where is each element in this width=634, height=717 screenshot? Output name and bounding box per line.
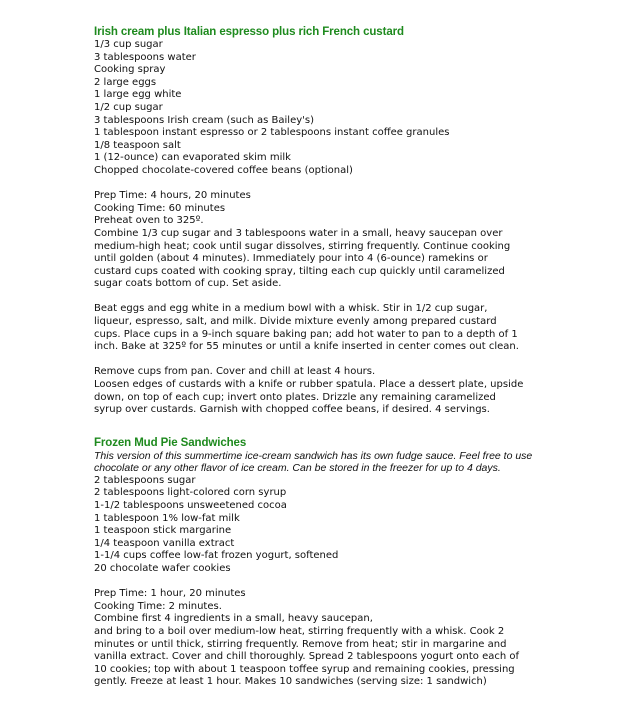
ingredient-line: 3 tablespoons Irish cream (such as Bailey's) bbox=[94, 114, 314, 126]
ingredient-line: 1/8 teaspoon salt bbox=[94, 139, 181, 151]
text-line: Combine 1/3 cup sugar and 3 tablespoons water in a small, heavy saucepan over bbox=[94, 227, 503, 239]
text-line: medium-high heat; cook until sugar dissolves, stirring frequently. Continue cooking bbox=[94, 240, 511, 252]
ingredient-line: 1 teaspoon stick margarine bbox=[94, 525, 232, 537]
ingredient-line: 1-1/2 tablespoons unsweetened cocoa bbox=[94, 500, 287, 511]
text-line: Combine first 4 ingredients in a small, heavy saucepan, bbox=[94, 613, 373, 625]
ingredient-line: 1-1/4 cups coffee low-fat frozen yogurt, softened bbox=[94, 550, 339, 562]
ingredient-line: 2 large eggs bbox=[94, 76, 157, 88]
ingredient-line: 1 large egg white bbox=[94, 89, 182, 101]
recipe-title-mud-pie: Frozen Mud Pie Sandwiches bbox=[94, 436, 247, 449]
text-line: Beat eggs and egg white in a medium bowl with a whisk. Stir in 1/2 cup sugar, bbox=[94, 303, 488, 315]
ingredient-line: 20 chocolate wafer cookies bbox=[94, 562, 231, 574]
text-line: liqueur, espresso, salt, and milk. Divide mixture evenly among prepared custard bbox=[94, 316, 497, 328]
ingredient-list-custard bbox=[94, 39, 614, 178]
ingredient-line: 2 tablespoons light-colored corn syrup bbox=[94, 487, 287, 499]
recipe-page bbox=[94, 26, 614, 689]
ingredient-line: 1/4 teaspoon vanilla extract bbox=[94, 537, 235, 549]
ingredient-line: 1/2 cup sugar bbox=[94, 101, 163, 113]
text-line: minutes or until thick, stirring frequently. Remove from heat; stir in margarine and bbox=[94, 638, 507, 650]
text-line: until golden (about 4 minutes). Immediately pour into 4 (6-ounce) ramekins or bbox=[94, 253, 488, 265]
recipe-title-custard: Irish cream plus Italian espresso plus rich French custard bbox=[94, 26, 404, 38]
instructions-paragraph bbox=[94, 303, 614, 353]
text-line: 10 cookies; top with about 1 teaspoon toffee syrup and remaining cookies, pressing bbox=[94, 663, 515, 675]
text-line: Remove cups from pan. Cover and chill at least 4 hours. bbox=[94, 366, 376, 378]
instructions-paragraph bbox=[94, 588, 614, 689]
text-line: Prep Time: 4 hours, 20 minutes bbox=[94, 190, 251, 202]
intro-line: chocolate or any other flavor of ice cream. Can be stored in the freezer for up to 4 days. bbox=[94, 462, 501, 475]
text-line: Loosen edges of custards with a knife or rubber spatula. Place a dessert plate, upside bbox=[94, 379, 524, 391]
text-line: syrup over custards. Garnish with chopped coffee beans, if desired. 4 servings. bbox=[94, 404, 490, 416]
ingredient-line: 1 (12-ounce) can evaporated skim milk bbox=[94, 152, 291, 164]
text-line: gently. Freeze at least 1 hour. Makes 10 sandwiches (serving size: 1 sandwich) bbox=[94, 676, 487, 688]
text-line: Preheat oven to 325º. bbox=[94, 215, 204, 227]
text-line: Prep Time: 1 hour, 20 minutes bbox=[94, 588, 246, 600]
ingredient-line: 1 tablespoon instant espresso or 2 tablespoons instant coffee granules bbox=[94, 127, 450, 139]
instructions-paragraph bbox=[94, 366, 614, 416]
intro-line: This version of this summertime ice-cream sandwich has its own fudge sauce. Feel free to use bbox=[94, 449, 533, 462]
instructions-paragraph bbox=[94, 190, 614, 291]
ingredient-line: 2 tablespoons sugar bbox=[94, 474, 196, 486]
recipe-intro bbox=[94, 450, 614, 475]
text-line: cups. Place cups in a 9-inch square baking pan; add hot water to pan to a depth of 1 bbox=[94, 328, 518, 340]
text-line: Cooking Time: 2 minutes. bbox=[94, 600, 222, 612]
ingredient-line: Cooking spray bbox=[94, 64, 166, 76]
ingredient-line: Chopped chocolate-covered coffee beans (optional) bbox=[94, 164, 353, 176]
ingredient-line: 1 tablespoon 1% low-fat milk bbox=[94, 512, 240, 524]
ingredient-line: 3 tablespoons water bbox=[94, 51, 196, 63]
ingredient-list-mud-pie bbox=[94, 475, 614, 576]
text-line: vanilla extract. Cover and chill thoroughly. Spread 2 tablespoons yogurt onto each of bbox=[94, 651, 520, 663]
text-line: inch. Bake at 325º for 55 minutes or until a knife inserted in center comes out clean. bbox=[94, 341, 519, 353]
text-line: down, on top of each cup; invert onto plates. Drizzle any remaining caramelized bbox=[94, 391, 496, 403]
text-line: custard cups coated with cooking spray, tilting each cup quickly until caramelized bbox=[94, 265, 505, 277]
text-line: and bring to a boil over medium-low heat, stirring frequently with a whisk. Cook 2 bbox=[94, 625, 505, 637]
ingredient-line: 1/3 cup sugar bbox=[94, 39, 163, 50]
text-line: sugar coats bottom of cup. Set aside. bbox=[94, 278, 282, 290]
text-line: Cooking Time: 60 minutes bbox=[94, 202, 226, 214]
